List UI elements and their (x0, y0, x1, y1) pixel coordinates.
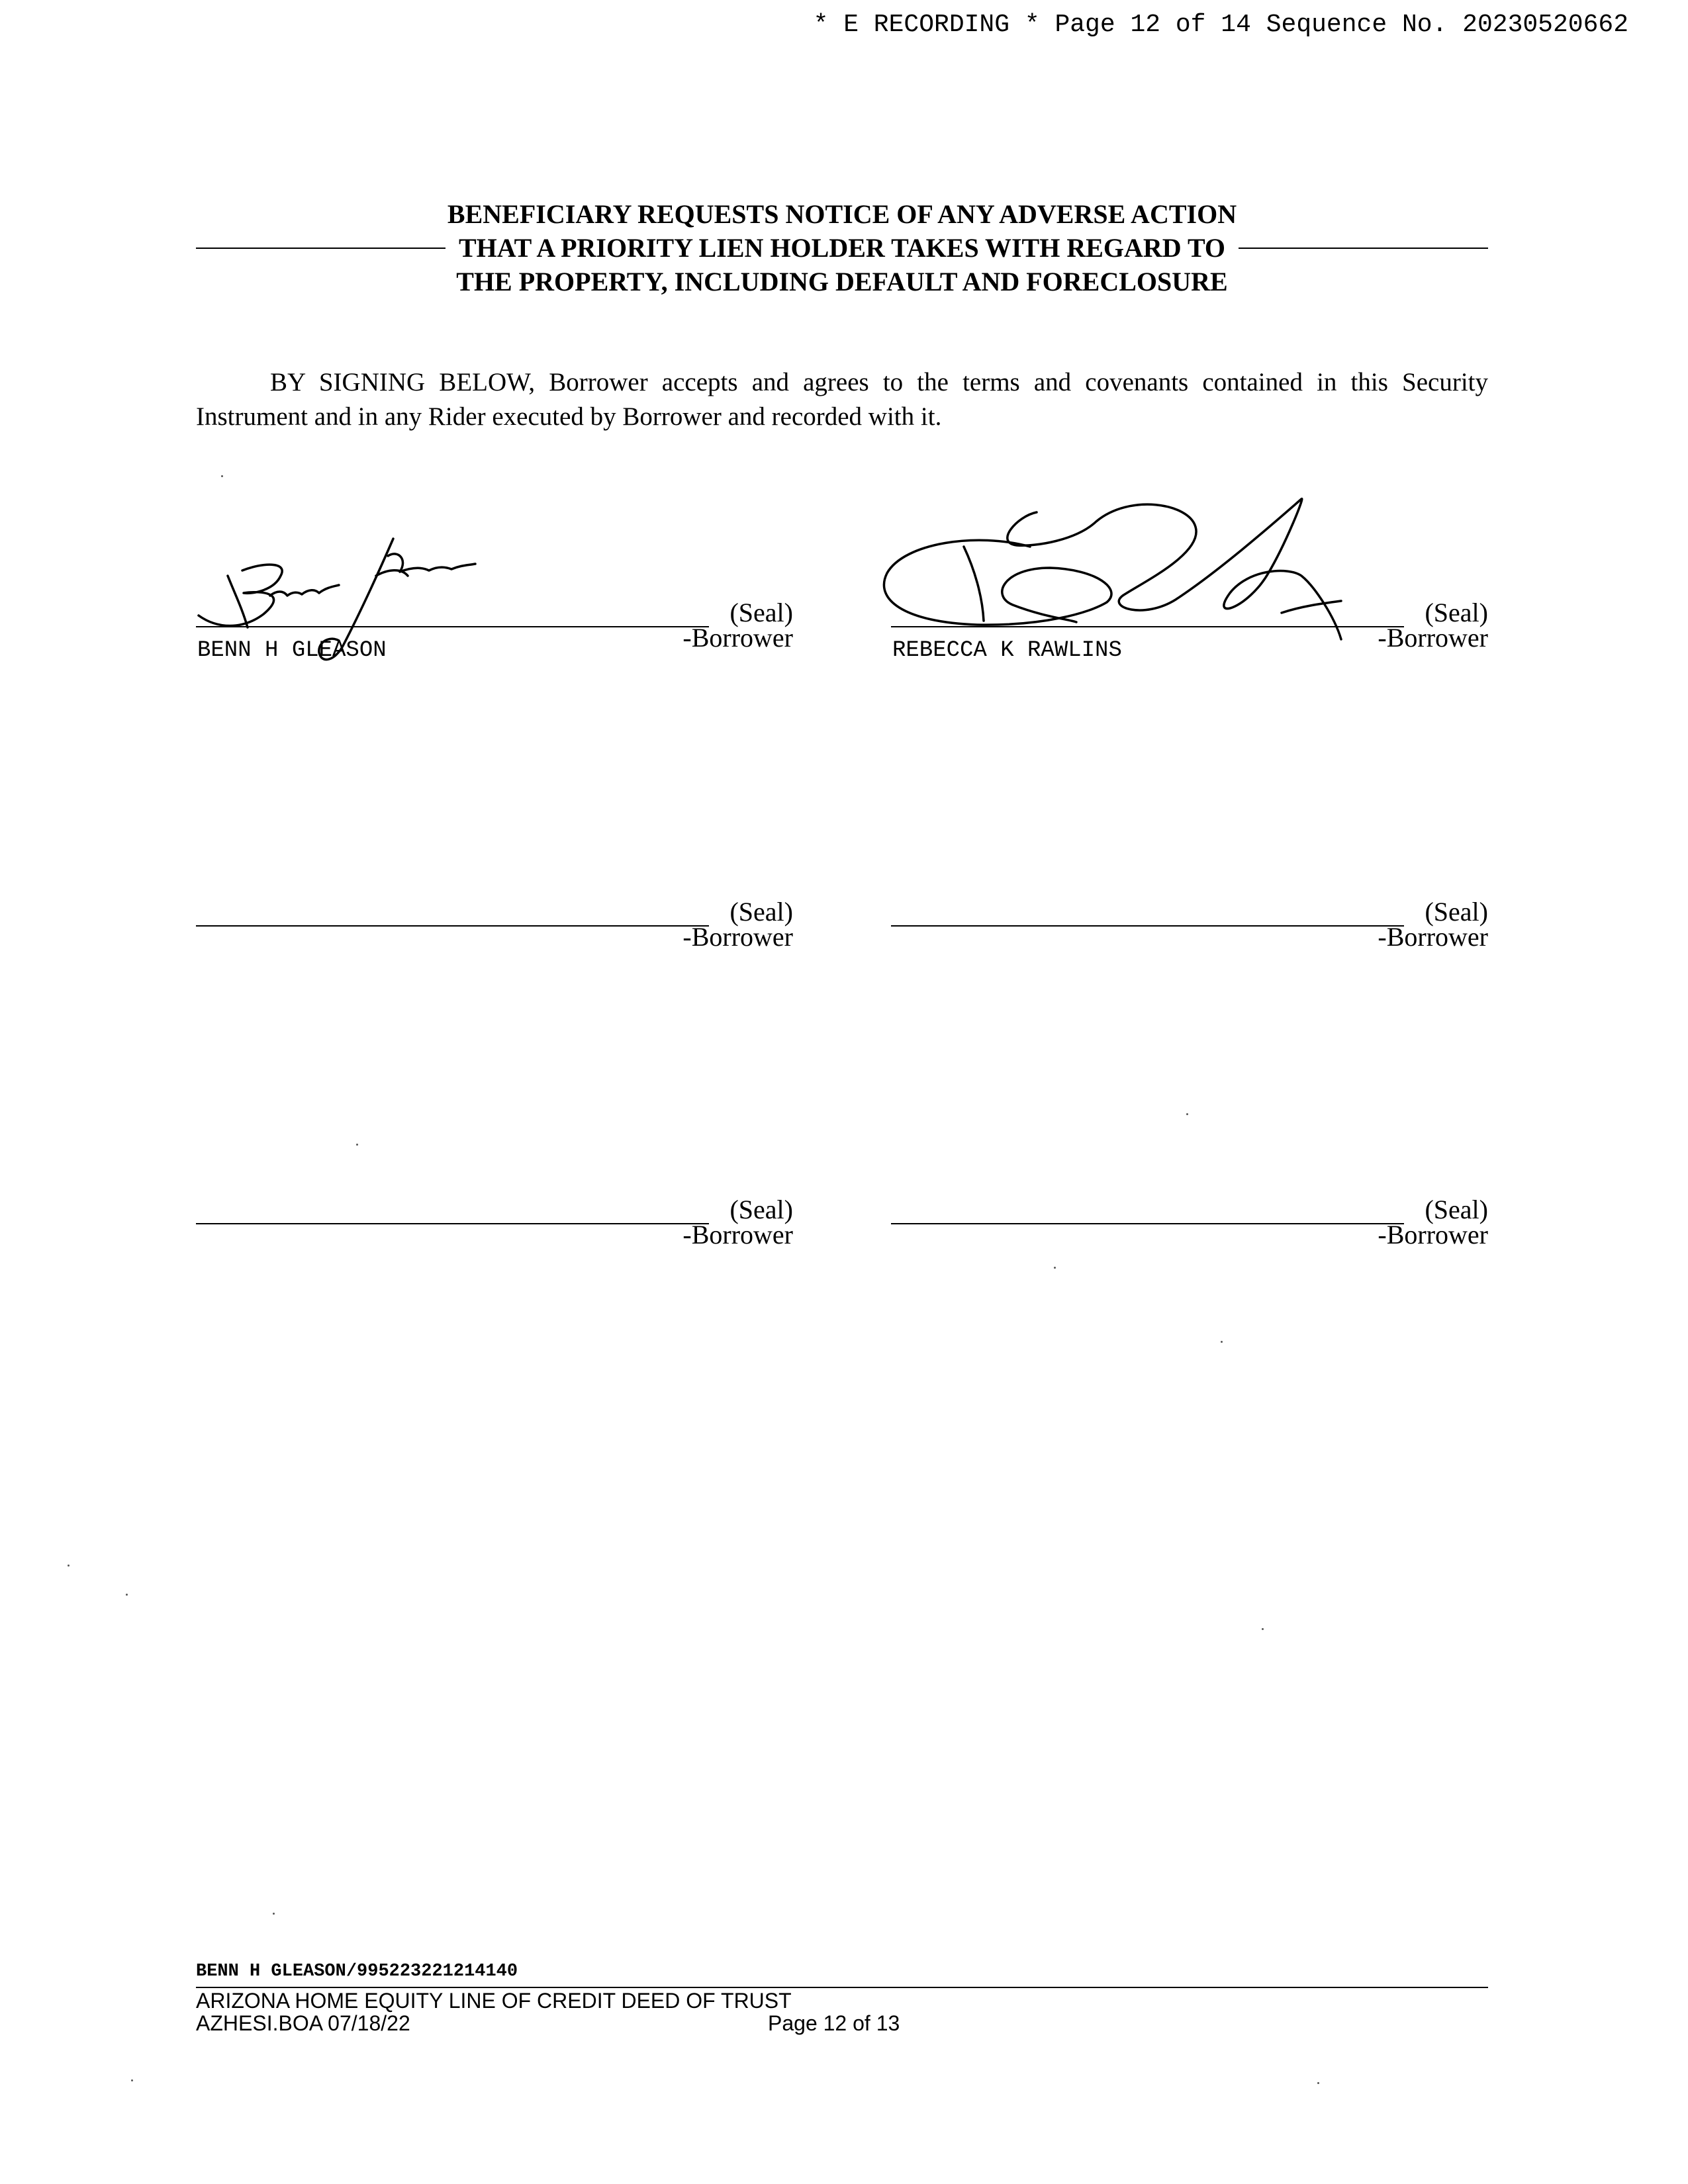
seal-label: (Seal) (729, 1195, 793, 1224)
scan-speck (131, 2079, 133, 2081)
borrower-name: REBECCA K RAWLINS (892, 638, 1122, 663)
scan-speck (1054, 1267, 1056, 1269)
signature-line[interactable] (196, 626, 709, 627)
signature-line[interactable] (891, 626, 1404, 627)
scan-speck (1262, 1628, 1264, 1630)
notice-line-2-row (196, 231, 1488, 265)
borrower-role-label: -Borrower (1378, 623, 1488, 653)
borrower-signature-block-1 (196, 598, 793, 663)
footer-form-code: AZHESI.BOA 07/18/22 (196, 2011, 410, 2035)
borrower-role-label: -Borrower (682, 1220, 793, 1250)
signature-line[interactable] (891, 925, 1404, 927)
borrower-signature-block-2 (891, 598, 1488, 663)
notice-left-rule (196, 248, 445, 249)
borrower-name: BENN H GLEASON (197, 638, 387, 663)
footer-divider (196, 1987, 1488, 1988)
signing-statement (196, 365, 1488, 434)
scan-speck (221, 475, 223, 477)
seal-label: (Seal) (729, 897, 793, 927)
borrower-signature-block-4 (891, 899, 1488, 952)
signature-line[interactable] (196, 1223, 709, 1224)
scan-speck (1317, 2082, 1319, 2084)
notice-heading (196, 197, 1488, 298)
scan-speck (68, 1565, 70, 1567)
signature-line[interactable] (891, 1223, 1404, 1224)
scan-speck (126, 1594, 128, 1596)
footer-page-number: Page 12 of 13 (768, 2011, 900, 2035)
scan-speck (273, 1913, 275, 1915)
footer-form-title: ARIZONA HOME EQUITY LINE OF CREDIT DEED OF TRUST (196, 1989, 792, 2013)
scan-speck (1186, 1113, 1188, 1115)
footer-loan-id: BENN H GLEASON/995223221214140 (196, 1962, 518, 1981)
seal-label: (Seal) (1425, 1195, 1488, 1224)
borrower-role-label: -Borrower (1378, 1220, 1488, 1250)
seal-label: (Seal) (729, 598, 793, 627)
notice-right-rule (1239, 248, 1488, 249)
borrower-role-label: -Borrower (682, 922, 793, 952)
borrower-signature-block-3 (196, 899, 793, 952)
seal-label: (Seal) (1425, 897, 1488, 927)
borrower-role-label: -Borrower (682, 623, 793, 653)
notice-line-2: THAT A PRIORITY LIEN HOLDER TAKES WITH REGARD TO (458, 233, 1226, 263)
recording-header: * E RECORDING * Page 12 of 14 Sequence No. 20230520662 (813, 11, 1628, 39)
scan-speck (356, 1144, 358, 1146)
notice-line-3: THE PROPERTY, INCLUDING DEFAULT AND FORECLOSURE (456, 267, 1228, 296)
borrower-signature-block-6 (891, 1197, 1488, 1250)
signature-line[interactable] (196, 925, 709, 927)
notice-line-1: BENEFICIARY REQUESTS NOTICE OF ANY ADVERSE ACTION (447, 199, 1237, 229)
borrower-role-label: -Borrower (1378, 922, 1488, 952)
borrower-signature-block-5 (196, 1197, 793, 1250)
scan-speck (1221, 1341, 1223, 1343)
signing-statement-text: BY SIGNING BELOW, Borrower accepts and agrees to the terms and covenants contained in this Security Instrument and in any Rider executed by Borrower and recorded with it. (196, 368, 1488, 431)
seal-label: (Seal) (1425, 598, 1488, 627)
